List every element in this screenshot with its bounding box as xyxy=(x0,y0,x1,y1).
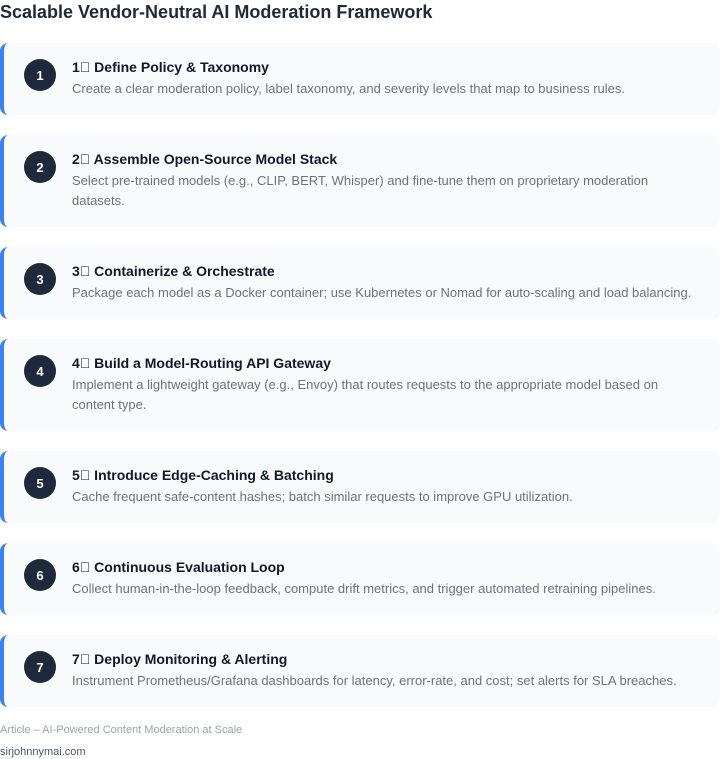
step-card-4 xyxy=(0,339,720,431)
step-title: 7⃣ Deploy Monitoring & Alerting xyxy=(72,651,288,667)
step-card-7 xyxy=(0,635,720,707)
step-number-badge: 1 xyxy=(24,59,56,91)
step-title: 6⃣ Continuous Evaluation Loop xyxy=(72,559,285,575)
page-title: Scalable Vendor-Neutral AI Moderation Framework xyxy=(0,2,433,22)
step-number-badge: 2 xyxy=(24,151,56,183)
step-number-badge: 6 xyxy=(24,559,56,591)
step-number-badge: 4 xyxy=(24,355,56,387)
step-title: 5⃣ Introduce Edge-Caching & Batching xyxy=(72,467,334,483)
step-description: Create a clear moderation policy, label taxonomy, and severity levels that map to business rules. xyxy=(72,81,626,96)
step-description: Cache frequent safe-content hashes; batch similar requests to improve GPU utilization. xyxy=(72,489,573,504)
step-list xyxy=(0,43,720,707)
step-card-3 xyxy=(0,247,720,319)
step-number-badge: 3 xyxy=(24,263,56,295)
step-title: 3⃣ Containerize & Orchestrate xyxy=(72,263,275,279)
step-title: 4⃣ Build a Model-Routing API Gateway xyxy=(72,355,331,371)
step-description: Select pre-trained models (e.g., CLIP, BERT, Whisper) and fine-tune them on proprietary moderation datasets. xyxy=(72,173,649,208)
step-card-2 xyxy=(0,135,720,227)
step-number-badge: 7 xyxy=(24,651,56,683)
step-description: Implement a lightweight gateway (e.g., Envoy) that routes requests to the appropriate model based on content type. xyxy=(72,377,659,412)
step-description: Package each model as a Docker container; use Kubernetes or Nomad for auto-scaling and load balancing. xyxy=(72,285,692,300)
step-card-5 xyxy=(0,451,720,523)
figure-caption: Article – AI-Powered Content Moderation at Scale xyxy=(0,724,243,736)
step-card-6 xyxy=(0,543,720,615)
step-description: Instrument Prometheus/Grafana dashboards for latency, error-rate, and cost; set alerts for SLA breaches. xyxy=(72,673,677,688)
source-credit: sirjohnnymai.com xyxy=(0,746,86,758)
step-title: 2⃣ Assemble Open-Source Model Stack xyxy=(72,151,338,167)
step-title: 1⃣ Define Policy & Taxonomy xyxy=(72,59,269,75)
step-card-1 xyxy=(0,43,720,115)
step-number-badge: 5 xyxy=(24,467,56,499)
step-description: Collect human-in-the-loop feedback, compute drift metrics, and trigger automated retraining pipelines. xyxy=(72,581,656,596)
